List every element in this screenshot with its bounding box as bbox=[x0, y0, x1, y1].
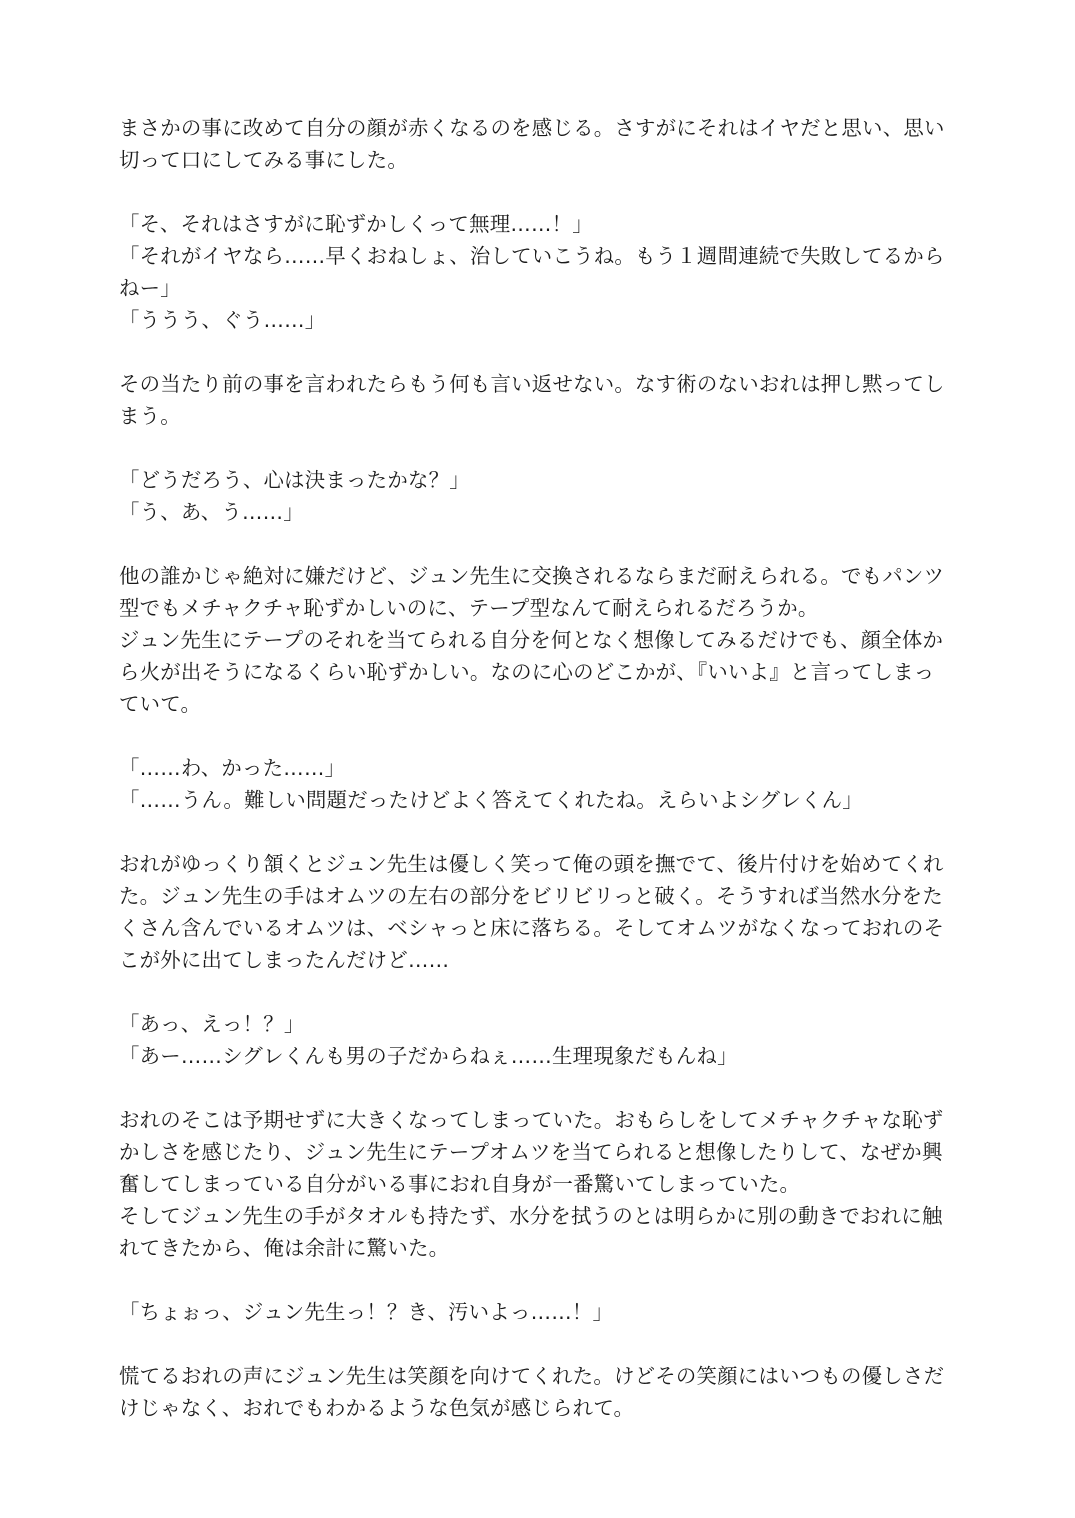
paragraph bbox=[119, 560, 955, 720]
paragraph bbox=[119, 1104, 955, 1264]
paragraph bbox=[119, 1360, 955, 1424]
text-line: 「ううう、ぐう……」 bbox=[119, 308, 326, 332]
paragraph-gap bbox=[119, 176, 955, 208]
text-line: けじゃなく、おれでもわかるような色気が感じられて。 bbox=[119, 1396, 635, 1420]
text-line: くさん含んでいるオムツは、ベシャっと床に落ちる。そしてオムツがなくなっておれのそ bbox=[119, 916, 945, 940]
paragraph-gap bbox=[119, 1264, 955, 1296]
text-line: おれのそこは予期せずに大きくなってしまっていた。おもらしをしてメチャクチャな恥ず bbox=[119, 1108, 944, 1132]
paragraph bbox=[119, 1296, 955, 1328]
text-line: 「う、あ、う……」 bbox=[119, 500, 304, 524]
text-line: その当たり前の事を言われたらもう何も言い返せない。なす術のないおれは押し黙ってし bbox=[119, 372, 945, 396]
text-line: 「どうだろう、心は決まったかな？」 bbox=[119, 468, 470, 492]
paragraph bbox=[119, 368, 955, 432]
text-line: 「……わ、かった……」 bbox=[119, 756, 346, 780]
paragraph-gap bbox=[119, 976, 955, 1008]
text-line: 奮してしまっている自分がいる事におれ自身が一番驚いてしまっていた。 bbox=[119, 1172, 801, 1196]
text-line: ら火が出そうになるくらい恥ずかしい。なのに心のどこかが、『いいよ』と言ってしまっ bbox=[119, 660, 935, 684]
paragraph-gap bbox=[119, 720, 955, 752]
text-line: ジュン先生にテープのそれを当てられる自分を何となく想像してみるだけでも、顔全体か bbox=[119, 628, 944, 652]
paragraph-gap bbox=[119, 336, 955, 368]
paragraph bbox=[119, 752, 955, 816]
text-line: おれがゆっくり頷くとジュン先生は優しく笑って俺の頭を撫でて、後片付けを始めてくれ bbox=[119, 852, 944, 876]
paragraph bbox=[119, 1008, 955, 1072]
text-line: ていて。 bbox=[119, 692, 202, 716]
text-line: 「あー……シグレくんも男の子だからねぇ……生理現象だもんね」 bbox=[119, 1044, 738, 1068]
paragraph-gap bbox=[119, 1328, 955, 1360]
text-line: まさかの事に改めて自分の顔が赤くなるのを感じる。さすがにそれはイヤだと思い、思い bbox=[119, 116, 945, 140]
text-line: た。ジュン先生の手はオムツの左右の部分をビリビリっと破く。そうすれば当然水分をた bbox=[119, 884, 943, 908]
paragraph bbox=[119, 848, 955, 976]
text-line: れてきたから、俺は余計に驚いた。 bbox=[119, 1236, 450, 1260]
paragraph bbox=[119, 208, 955, 336]
paragraph-gap bbox=[119, 816, 955, 848]
text-line: こが外に出てしまったんだけど…… bbox=[119, 948, 450, 972]
paragraph-gap bbox=[119, 432, 955, 464]
text-line: かしさを感じたり、ジュン先生にテープオムツを当てられると想像したりして、なぜか興 bbox=[119, 1140, 943, 1164]
text-line: 慌てるおれの声にジュン先生は笑顔を向けてくれた。けどその笑顔にはいつもの優しさだ bbox=[119, 1364, 945, 1388]
text-line: 「そ、それはさすがに恥ずかしくって無理……！」 bbox=[119, 212, 593, 236]
text-line: 「それがイヤなら……早くおねしょ、治していこうね。もう１週間連続で失敗してるから bbox=[119, 244, 945, 268]
text-line: そしてジュン先生の手がタオルも持たず、水分を拭うのとは明らかに別の動きでおれに触 bbox=[119, 1204, 943, 1228]
story-text bbox=[119, 112, 955, 1424]
text-line: 「……うん。難しい問題だったけどよく答えてくれたね。えらいよシグレくん」 bbox=[119, 788, 863, 812]
text-line: 「ちょぉっ、ジュン先生っ！？き、汚いよっ……！」 bbox=[119, 1300, 614, 1324]
text-line: まう。 bbox=[119, 404, 181, 428]
paragraph bbox=[119, 464, 955, 528]
text-line: 他の誰かじゃ絶対に嫌だけど、ジュン先生に交換されるならまだ耐えられる。でもパンツ bbox=[119, 564, 945, 588]
text-line: 「あっ、えっ！？」 bbox=[119, 1012, 305, 1036]
text-line: 切って口にしてみる事にした。 bbox=[119, 148, 408, 172]
paragraph-gap bbox=[119, 528, 955, 560]
text-line: ねー」 bbox=[119, 276, 181, 300]
paragraph-gap bbox=[119, 1072, 955, 1104]
text-line: 型でもメチャクチャ恥ずかしいのに、テープ型なんて耐えられるだろうか。 bbox=[119, 596, 819, 620]
paragraph bbox=[119, 112, 955, 176]
